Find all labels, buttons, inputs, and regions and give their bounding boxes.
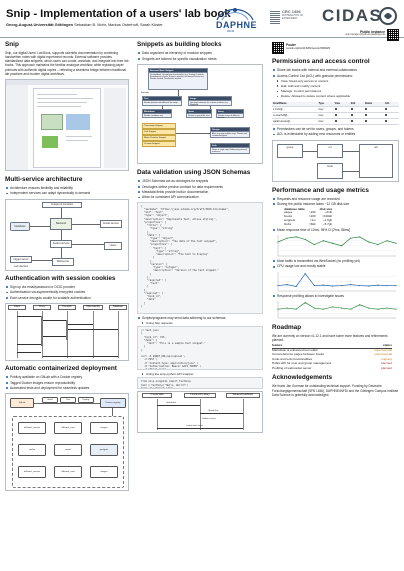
- bullet: CPU usage low and mostly stable: [272, 264, 399, 268]
- page-text-line: [37, 106, 81, 107]
- bullet: Each service decrypts cookie for scalable authentication: [5, 296, 129, 300]
- chart-point: [341, 245, 342, 246]
- array-block-details: Render arrays of different formats: [216, 113, 244, 118]
- bullet: Automated tests and deployment for seamless updates: [5, 386, 129, 390]
- extends-label: Extends: [141, 91, 149, 94]
- roadmap-status: experimental: [374, 352, 392, 357]
- backend-node: Backend: [50, 218, 72, 230]
- sub-bullet: Delete: Allowed to delete content where applicable: [272, 94, 399, 98]
- chart-point: [341, 285, 342, 286]
- poster-qr-code-icon: [272, 42, 284, 54]
- permissions-bullets: [272, 68, 399, 98]
- users-node: Users: [104, 242, 122, 250]
- daphne-label: DAPHNE: [216, 20, 258, 30]
- permission-checkbox[interactable]: [385, 108, 387, 110]
- sub-bullet: Using http requests: [137, 321, 263, 325]
- webserver-node: Webserver: [52, 258, 74, 266]
- qr-code-icon: [387, 29, 399, 41]
- sub-bullet: Manage: Control permissions: [272, 89, 399, 93]
- build-step: Build: [42, 397, 58, 403]
- chart-point: [377, 309, 378, 310]
- permission-checkbox[interactable]: [335, 120, 337, 122]
- roadmap-heading: Roadmap: [272, 324, 302, 332]
- permission-checkbox[interactable]: [335, 108, 337, 110]
- database-node: Database: [10, 222, 30, 231]
- chart-point: [277, 241, 278, 242]
- groups-block: Groups: [210, 127, 250, 133]
- link-block: Link Snippet: [142, 129, 176, 135]
- activation: [41, 316, 43, 346]
- service-node: fullstack_service: [18, 422, 46, 434]
- bullet: Authentication via asymmetrically encrypted cookies: [5, 290, 129, 294]
- column-header: Edit: [350, 102, 364, 107]
- deploy-step: Deploy: [78, 397, 94, 403]
- python-code: from snip.snippets import TextSnip text = TextSnip("Hello, World!") text.upload(book_id=1): [137, 377, 263, 389]
- column-header: Email/Name: [272, 102, 318, 107]
- poster-label: Poster: [286, 43, 296, 47]
- markdown-block-details: Render markdown text: [142, 113, 172, 118]
- text-block-details: Render plaintext with different line wraps: [142, 100, 182, 106]
- roadmap-status: experimental: [374, 347, 392, 352]
- roadmap-feature: Public API for user and group management: [272, 361, 332, 366]
- actor-client: Client: [8, 305, 26, 310]
- crc-grid-icon: [270, 10, 280, 24]
- bullet: Independent services can adapt dynamically to demand: [5, 191, 129, 195]
- bullet: Snippets are tailored for specific visualization needs: [137, 57, 263, 61]
- poster-url[interactable]: zenodo.org/doi/10.5281/zenodo.6598425/: [286, 47, 331, 50]
- text-block: Text: [142, 96, 182, 102]
- storage-count: >1m: [309, 218, 316, 223]
- chart-point: [332, 243, 333, 244]
- column-left: [5, 41, 129, 491]
- cidas-logo: [322, 5, 398, 29]
- message-label: Validate schema: [202, 418, 216, 421]
- chart-point: [395, 243, 396, 244]
- page-text-line: [37, 102, 87, 103]
- roadmap-feature: Markdown & enhanced text editor: [272, 347, 319, 352]
- chart-point: [314, 308, 315, 309]
- auth-bullets: [5, 285, 129, 300]
- roadmap-feature: Profiling of websocket server: [272, 366, 312, 371]
- array-block: Array: [216, 109, 244, 115]
- public-instance-label: Public instance: [360, 30, 385, 34]
- acl-entity-type: User: [318, 119, 334, 125]
- acl-entity-type: User: [318, 107, 334, 113]
- bullet: Metadata fields provide built-in documentation: [137, 190, 263, 194]
- chart-point: [377, 284, 378, 285]
- uprot-block-details: Format as graph-like view: [186, 113, 212, 118]
- abstract-snippet-details: Standardized, shared base functionalities e.g. Scaling & rotation, Bounding box checks, Enforces interface for derived classes e.g. Render method, Serialization method: [148, 72, 208, 90]
- bullet: Response profiling allows to investigate issues: [272, 294, 399, 298]
- chart-point: [341, 308, 342, 309]
- ack-text: We thank Jan Goeman for outstanding technical support. Funding by Deutsche Forschungsgemeinschaft (SFB 1456), DAPHNE4NFDI and the Göttingen Campus Institute Data Science is gratefully acknowledged.: [272, 384, 399, 397]
- response-time-chart: [272, 233, 399, 259]
- ack-heading: Acknowledgements: [272, 374, 333, 382]
- snippet-hierarchy-diagram: [137, 64, 263, 164]
- chart-point: [332, 285, 333, 286]
- app-sidebar: [6, 85, 28, 170]
- snippets-bullets: [137, 51, 263, 61]
- page-text-line: [37, 98, 93, 99]
- entity-acl: [359, 144, 393, 178]
- daphne-sub: 4NFDI: [227, 30, 235, 33]
- cpu-usage-chart: [272, 270, 399, 294]
- column-header: database table: [284, 206, 305, 211]
- profiling-plot: [272, 299, 399, 321]
- authors: Sebastian B. Mohr, Markus Osterhoff, Sarah Köster: [74, 22, 163, 27]
- chart-point: [323, 240, 324, 241]
- architecture-diagram: [5, 199, 129, 271]
- roadmap-status: planned: [380, 366, 392, 371]
- storage-size: ~5.7gb: [322, 221, 333, 226]
- chart-point: [350, 309, 351, 310]
- chart-point: [395, 309, 396, 310]
- roadmap-status: ongoing: [380, 356, 392, 361]
- socket-node: Socket service: [50, 240, 72, 248]
- validation-bullets: [137, 179, 263, 200]
- test-step: Test: [60, 397, 76, 403]
- curl-code: // text.json { "book_id": 155, "data": { "text": "This is a sample text snippet." } } curl -X $SNIP_URL/api/upload \ -X POST \ -H "Content-Type: application/json" \ -H "Authorization: Bearer $API_TOKEN" \ -d "@text.json": [137, 326, 263, 370]
- permission-checkbox[interactable]: [365, 120, 367, 122]
- cidas-emblem-icon: [378, 6, 398, 26]
- entity-label: book: [327, 164, 333, 168]
- traffic-bullets: [272, 259, 399, 269]
- images-node: Images & previews: [42, 202, 82, 208]
- bullet: Scripts/programs may send data adhering to our schemas: [137, 316, 263, 320]
- storage-name: blobs: [284, 221, 292, 226]
- arch-heading: Multi-service architecture: [5, 175, 83, 183]
- acl-entity-type: User: [318, 113, 334, 119]
- json-schema-code: { "$schema": "https://json-schema.org/draft/2020-12/schema", "$id": "text", "type": "object", "description": "Represents text, allows styling.", "properties": { "title": { "type": "string" }, "data": { "type": "object", "description": "The data of the text snippet", "properties": { "text": { "type": "string", "description": "The text to display" } }, "version": { "type": "integer", "description": "Version of the text snippet." } }, "required": [ "text" ] }, "required": [ "book_id", "data" ] }: [137, 202, 263, 314]
- storage-count: >200: [308, 214, 316, 219]
- bullet: JSON Schemas act as ontologies for snippets: [137, 179, 263, 183]
- permission-checkbox[interactable]: [385, 114, 387, 116]
- bullet: Most traffic is transmitted via WebSocket (no profiling yet): [272, 259, 399, 263]
- profiling-bullets: [272, 294, 399, 298]
- permissions-heading: Permissions and access control: [272, 58, 370, 65]
- entity-label: url: [328, 145, 332, 149]
- actor-database: Database: [109, 305, 127, 310]
- email-node: Email service: [100, 220, 122, 228]
- uprot-block: Uprot: [186, 109, 212, 115]
- chart-point: [386, 285, 387, 286]
- custom-snippet-block: Custom Snippet: [142, 141, 176, 147]
- message-label: Upload data: [166, 402, 177, 405]
- acl-entity-name: m.osterhoff@...: [272, 113, 318, 119]
- service-node: images: [90, 466, 118, 478]
- bullet: Publicly available on GitLab with a Docker registry: [5, 375, 129, 379]
- chart-point: [386, 308, 387, 309]
- chart-point: [377, 244, 378, 245]
- usage-heading: Performance and usage metrics: [272, 186, 369, 194]
- snip-description: Snip, our digital Users' Lab Book, supports scientific documentation by combining handwritten notes with digital experiment records. External software provides standardized data snippets, which users can curate, annotate, and integrate into their lab books. This approach maintains the familiar analogue workflow, while replacing paper printouts with authentic digital copies – reflecting a seamless bridge between traditional lab practices and modern digital workflows.: [5, 51, 129, 76]
- permission-checkbox[interactable]: [351, 120, 353, 122]
- deploy-bullets: [5, 375, 129, 390]
- snippets-heading: Snippets as building blocks: [137, 41, 222, 48]
- gitlab-node: GitLab: [10, 398, 34, 408]
- chart-point: [395, 285, 396, 286]
- chart-point: [305, 239, 306, 240]
- actor-preauth: Pre-Auth: [58, 305, 76, 310]
- response-time-plot: [272, 233, 399, 259]
- author-line: [6, 22, 163, 27]
- bullet: Share lab books with internal and external collaborators: [272, 68, 399, 72]
- message-label: Confirm data stored: [186, 425, 203, 428]
- chart-point: [277, 309, 278, 310]
- chart-point: [296, 236, 297, 237]
- usage-bullets: [272, 197, 399, 207]
- service-node: email: [54, 444, 82, 456]
- storage-count: >60k: [309, 221, 316, 226]
- chart-point: [305, 302, 306, 303]
- storage-size: <100kb: [322, 214, 333, 219]
- actor-proxy: Proxy: [33, 305, 51, 310]
- entity-book: [317, 163, 343, 179]
- chart-point: [286, 238, 287, 239]
- sub-bullet: Using the snip-python API wrapper: [137, 372, 263, 376]
- profiling-chart: [272, 299, 399, 321]
- api-sequence-diagram: [137, 391, 263, 433]
- motor-position-block: Motor Position Snippet: [142, 135, 176, 141]
- roadmap-status: planned: [380, 361, 392, 366]
- roadmap-table-body: [272, 348, 392, 371]
- page-plot-snippet: [66, 114, 90, 130]
- bullet: Architecture ensures flexibility and reliability: [5, 186, 129, 190]
- storage-size: ~1.6gb: [322, 218, 333, 223]
- deployment-diagram: [5, 393, 129, 491]
- auth-sequence-diagram: [5, 303, 129, 361]
- affiliation: Georg-August-Universität Göttingen: [6, 22, 74, 27]
- acl-entity-name: s.mohr@...: [272, 107, 318, 113]
- permission-checkbox[interactable]: [335, 114, 337, 116]
- acl-table: [272, 102, 399, 125]
- bullet: Access Control List (ACL) with granular permissions:: [272, 74, 399, 78]
- timestamp-block: Timestamp Snippet: [142, 123, 176, 129]
- bullet: Sign up via email/password or OCID provider: [5, 285, 129, 289]
- sub-bullet: Edit: Add and modify content: [272, 84, 399, 88]
- permissions-more-bullets: [272, 127, 399, 137]
- column-header: disk size: [319, 206, 333, 211]
- column-header: feature: [272, 344, 364, 348]
- arch-bullets: [5, 186, 129, 196]
- chart-point: [323, 309, 324, 310]
- chart-point: [323, 284, 324, 285]
- bullet: Permissions can be set for users, groups, and tokens: [272, 127, 399, 131]
- entity-label: group: [286, 145, 294, 149]
- storage-name: snippets: [284, 218, 296, 223]
- acl-entity-diagram: [272, 140, 399, 182]
- chart-point: [286, 284, 287, 285]
- service-node: fullstack_next: [54, 422, 82, 434]
- column-header: status: [364, 344, 392, 348]
- chart-point: [359, 304, 360, 305]
- chart-point: [350, 284, 351, 285]
- column-header: Type: [318, 102, 334, 107]
- cidas-label: CIDAS: [322, 6, 383, 25]
- chart-point: [332, 307, 333, 308]
- storage-size: ~3mb: [324, 210, 333, 215]
- bullet: ACL is extendable by adding new resources or entities: [272, 132, 399, 136]
- bullet: Ontologies define precise contract for data requirements: [137, 185, 263, 189]
- snip-heading: Snip: [5, 41, 19, 48]
- chart-point: [359, 236, 360, 237]
- chart-point: [368, 241, 369, 242]
- app-right-panel: [104, 88, 126, 168]
- chart-series-line: [278, 303, 396, 310]
- roadmap-intro: We are currently on version v1.12.1 and have some more features and refinements planned.: [272, 334, 388, 343]
- permission-checkbox[interactable]: [365, 108, 367, 110]
- service-node: socket: [18, 444, 46, 456]
- lab-devices-node: Lab devices: [14, 265, 28, 269]
- image-block: Image: [188, 96, 232, 102]
- poster-header: [0, 0, 404, 38]
- bullet: Tagged Docker images ensure reproducibility: [5, 381, 129, 385]
- message-label: Upload Snip: [208, 410, 219, 413]
- page-text-line: [37, 94, 77, 95]
- validation-heading: Data validation using JSON Schemas: [137, 168, 251, 176]
- daphne-logo: [213, 4, 257, 34]
- chart-point: [368, 285, 369, 286]
- public-instance-url[interactable]: snip.roentgen.physik.uni-goettingen.de: [345, 34, 385, 37]
- link-wrapper-details: Wraps a single snip, Referencing external resources: [210, 147, 250, 154]
- python-bullets: [137, 372, 263, 376]
- permission-checkbox[interactable]: [365, 114, 367, 116]
- entity-group: [277, 144, 303, 158]
- chart-point: [305, 273, 306, 274]
- scripts-bullets: [137, 316, 263, 326]
- api-actor: Backend (LabBook): [226, 393, 260, 398]
- permission-checkbox[interactable]: [385, 120, 387, 122]
- page-text-line: [66, 136, 92, 137]
- bullet: Storing the public instance takes ~12 GB disk size: [272, 202, 399, 206]
- deploy-heading: Automatic containerized deployment: [5, 365, 117, 372]
- roadmap-row: [272, 367, 392, 372]
- registry-node: Docker registry: [100, 398, 126, 408]
- column-header: ACL: [384, 102, 399, 107]
- chart-point: [359, 285, 360, 286]
- acl-row[interactable]: [272, 119, 399, 125]
- actor-openid: Open Identity: [83, 305, 103, 310]
- service-node: images: [90, 422, 118, 434]
- storage-row: [284, 223, 336, 227]
- chart-point: [314, 244, 315, 245]
- bullet: Mean response time of 12ms, 95% CI [2ms, 58ms]: [272, 228, 399, 232]
- crc-sub: MATHEMATICS OF EXPERIMENT: [282, 14, 304, 20]
- chart-point: [296, 286, 297, 287]
- auth-heading: Authentication with session cookies: [5, 274, 116, 282]
- chart-point: [296, 309, 297, 310]
- abstract-snippet-block: Abstract Base Snippet: [148, 68, 208, 74]
- page-green-snippet: [42, 136, 58, 148]
- crc-label: CRC 1456: [282, 9, 301, 14]
- trigger-node: trigger server: [10, 256, 32, 263]
- column-header: Delete: [364, 102, 384, 107]
- service-node: fullstack_next: [54, 466, 82, 478]
- entity-url: [317, 144, 343, 158]
- chart-point: [368, 308, 369, 309]
- chart-point: [350, 238, 351, 239]
- activation: [66, 320, 68, 340]
- sub-bullet: View: Read only access to content: [272, 79, 399, 83]
- groups-block-details: Allow to group multiple snips. Render with customized layout: [210, 131, 250, 138]
- link-wrapper-block: Link: [210, 143, 250, 149]
- api-actor: Format API Library: [184, 393, 216, 398]
- column-header: View: [334, 102, 350, 107]
- storage-name: books: [284, 214, 293, 219]
- acl-table-body: [272, 107, 399, 125]
- chart-point: [286, 308, 287, 309]
- storage-name: pages: [284, 210, 293, 215]
- chart-point: [277, 285, 278, 286]
- chart-point: [386, 240, 387, 241]
- service-node: postgres: [90, 444, 118, 456]
- roadmap-table: [272, 344, 392, 372]
- entity-label: acl: [374, 145, 378, 149]
- storage-count: >24k: [309, 210, 316, 215]
- roadmap-feature: Undo and redo functionalities: [272, 356, 313, 361]
- roadmap-feature: Crossreference pages between books: [272, 352, 325, 357]
- bullet: Requests and resource usage are recorded: [272, 197, 399, 201]
- markdown-block: Markdown: [142, 109, 172, 115]
- acl-entity-name: sarah.koester@...: [272, 119, 318, 125]
- bullet: Data organized as hierarchy of modular snippets: [137, 51, 263, 55]
- poster-title: Snip - Implementation of a users' lab book: [6, 8, 231, 20]
- cpu-usage-plot: [272, 270, 399, 294]
- image-block-details: Low-level extension for custom renderers e.g. Matplotlib: [188, 100, 232, 106]
- permission-checkbox[interactable]: [351, 108, 353, 110]
- chart-point: [314, 285, 315, 286]
- page-text-line: [66, 140, 88, 141]
- chart-series-line: [278, 274, 396, 287]
- page-image-snippet: [41, 114, 63, 130]
- api-actor: Provide data: [142, 393, 172, 398]
- response-bullets: [272, 228, 399, 232]
- storage-table-body: [284, 211, 336, 226]
- storage-table: [284, 208, 336, 227]
- permission-checkbox[interactable]: [351, 114, 353, 116]
- snip-screenshot: [5, 79, 129, 171]
- column-right: [272, 58, 399, 397]
- crc-logo: [270, 10, 316, 24]
- column-middle: [137, 41, 263, 433]
- service-node: fullstack_service: [18, 466, 46, 478]
- bullet: Allow for consistent API communication: [137, 195, 263, 199]
